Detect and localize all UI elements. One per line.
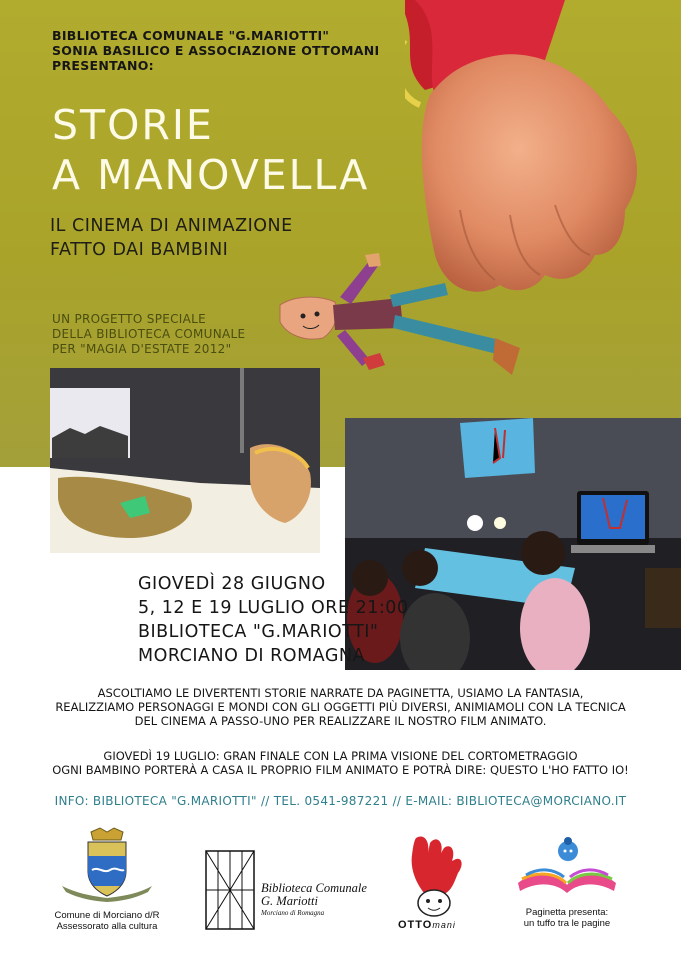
paginetta-logo <box>508 833 626 933</box>
description-text <box>10 686 671 728</box>
event-details <box>138 572 409 668</box>
description-line-1: ASCOLTIAMO LE DIVERTENTI STORIE NARRATE DA PAGINETTA, USIAMO LA FANTASIA, <box>97 686 584 700</box>
intro-line-3: PRESENTANO: <box>52 58 154 73</box>
biblioteca-logo <box>205 850 385 930</box>
contact-info: INFO: BIBLIOTECA "G.MARIOTTI" // TEL. 0541-987221 // E-MAIL: BIBLIOTECA@MORCIANO.IT <box>54 794 627 808</box>
project-line-2: DELLA BIBLIOTECA COMUNALE <box>52 327 246 341</box>
ottomani-prefix: OTTO <box>398 919 433 931</box>
event-line-3: BIBLIOTECA "G.MARIOTTI" <box>138 622 379 642</box>
intro-line-1: BIBLIOTECA COMUNALE "G.MARIOTTI" <box>52 28 330 43</box>
biblioteca-place: Morciano di Romagna <box>261 909 325 917</box>
title-line-2: A MANOVELLA <box>52 151 370 199</box>
red-glove-icon <box>396 833 480 919</box>
paginetta-caption-1: Paginetta presenta: <box>525 907 609 918</box>
title-line-1: STORIE <box>52 101 214 149</box>
event-line-4: MORCIANO DI ROMAGNA <box>138 646 365 666</box>
comune-caption-2: Assessorato alla cultura <box>56 921 158 932</box>
biblioteca-name-2: G. Mariotti <box>261 894 318 908</box>
paginetta-caption-2: un tuffo tra le pagine <box>523 918 611 929</box>
coat-of-arms-icon <box>48 826 166 902</box>
finale-line-1: GIOVEDÌ 19 LUGLIO: GRAN FINALE CON LA PRIMA VISIONE DEL CORTOMETRAGGIO <box>103 749 578 763</box>
finale-line-2: OGNI BAMBINO PORTERÀ A CASA IL PROPRIO FILM ANIMATO E POTRÀ DIRE: QUESTO L'HO FATTO IO! <box>52 763 629 777</box>
description-line-3: DEL CINEMA A PASSO-UNO PER REALIZZARE IL NOSTRO FILM ANIMATO. <box>134 714 547 728</box>
project-text <box>52 312 245 357</box>
intro-text <box>52 28 382 73</box>
animation-table-photo <box>50 368 320 553</box>
biblioteca-name-1: Biblioteca Comunale <box>261 881 367 895</box>
project-line-1: UN PROGETTO SPECIALE <box>52 312 207 326</box>
comune-logo <box>48 826 166 936</box>
ottomani-suffix: mani <box>432 920 456 930</box>
open-book-icon <box>508 833 626 905</box>
ottomani-logo <box>396 833 480 933</box>
intro-line-2: SONIA BASILICO E ASSOCIAZIONE OTTOMANI <box>52 43 380 58</box>
subtitle-line-1: IL CINEMA DI ANIMAZIONE <box>50 216 293 236</box>
event-line-2: 5, 12 E 19 LUGLIO ORE 21:00 <box>138 598 409 618</box>
poster-title <box>52 100 369 200</box>
comune-caption-1: Comune di Morciano d/R <box>54 910 160 921</box>
poster-subtitle <box>50 214 293 262</box>
ottomani-caption <box>398 919 456 931</box>
finale-text <box>10 749 671 777</box>
event-line-1: GIOVEDÌ 28 GIUGNO <box>138 574 326 594</box>
description-line-2: REALIZZIAMO PERSONAGGI E MONDI CON GLI OGGETTI PIÙ DIVERSI, ANIMIAMOLI CON LA TECNICA <box>55 700 626 714</box>
subtitle-line-2: FATTO DAI BAMBINI <box>50 240 229 260</box>
library-mark-icon <box>205 850 255 930</box>
project-line-3: PER "MAGIA D'ESTATE 2012" <box>52 342 232 356</box>
